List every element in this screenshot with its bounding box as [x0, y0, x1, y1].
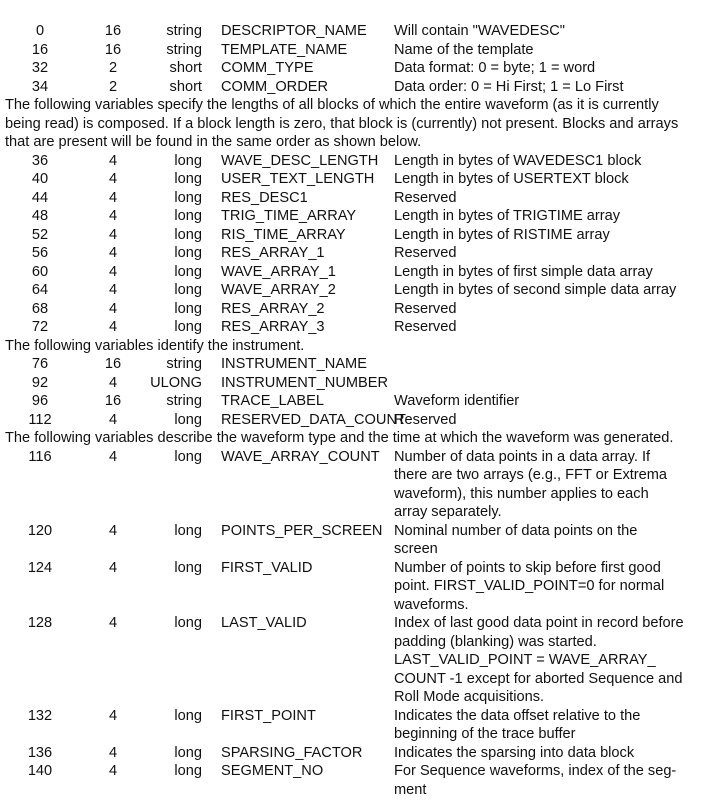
- variable-name-cell: LAST_VALID: [221, 615, 307, 631]
- type-cell: long: [174, 411, 202, 428]
- block-lengths-paragraph: The following variables specify the lengths of all blocks of which the entire waveform (as it is currently being read) is composed. If a block length is zero, that block is (currently) not present. Blocks and arrays that are present will be found in the same order as shown below.: [5, 97, 679, 150]
- offset-cell: 60: [31, 263, 49, 280]
- variable-name-cell: TRIG_TIME_ARRAY: [221, 208, 357, 224]
- table-row: [5, 318, 697, 337]
- length-cell: 4: [108, 208, 118, 224]
- description-cell: [394, 374, 684, 393]
- type-cell: long: [174, 300, 202, 317]
- description-cell: Indicates the sparsing into data block: [394, 744, 635, 761]
- waveform-fields-group: [5, 448, 697, 800]
- length-cell: 4: [108, 374, 118, 391]
- description-cell: Name of the template: [394, 41, 534, 58]
- length-cell: 4: [108, 522, 118, 539]
- offset-cell: 132: [27, 707, 53, 724]
- description-cell: Length in bytes of USERTEXT block: [394, 171, 629, 187]
- block-length-fields-group: [5, 152, 697, 337]
- instrument-fields-group: [5, 355, 697, 429]
- table-row: [5, 170, 697, 189]
- table-row: [5, 78, 697, 97]
- length-cell: 16: [104, 356, 122, 372]
- description-cell: Reserved: [394, 189, 457, 206]
- offset-cell: 48: [31, 208, 49, 224]
- description-cell: Number of data points in a data array. If there are two arrays (e.g., FFT or Extrema waveform), this number applies to each array separately.: [394, 448, 668, 520]
- variable-name-cell: FIRST_POINT: [221, 707, 316, 724]
- offset-cell: 76: [31, 356, 49, 372]
- description-cell: For Sequence waveforms, index of the seg-ment: [394, 763, 677, 798]
- length-cell: 16: [104, 41, 122, 58]
- type-cell: short: [169, 60, 202, 76]
- table-row: [5, 355, 697, 374]
- offset-cell: 128: [27, 615, 53, 631]
- table-row: [5, 59, 697, 78]
- variable-name-cell: WAVE_ARRAY_1: [221, 263, 336, 280]
- length-cell: 4: [108, 615, 118, 631]
- description-cell: Reserved: [394, 300, 457, 317]
- variable-name-cell: TRACE_LABEL: [221, 393, 325, 409]
- table-row: [5, 411, 697, 430]
- offset-cell: 96: [31, 393, 49, 409]
- offset-cell: 0: [35, 23, 45, 39]
- length-cell: 16: [104, 393, 122, 409]
- type-cell: ULONG: [150, 374, 202, 391]
- length-cell: 4: [108, 319, 118, 335]
- description-cell: Will contain "WAVEDESC": [394, 23, 565, 39]
- offset-cell: 120: [27, 522, 53, 539]
- length-cell: 4: [108, 411, 118, 428]
- variable-name-cell: INSTRUMENT_NAME: [221, 356, 367, 372]
- type-cell: long: [174, 226, 202, 243]
- offset-cell: 64: [31, 282, 49, 298]
- type-cell: long: [174, 615, 202, 631]
- table-row: [5, 22, 697, 41]
- length-cell: 4: [108, 226, 118, 243]
- variable-name-cell: SEGMENT_NO: [221, 763, 324, 779]
- waveform-type-paragraph: The following variables describe the waveform type and the time at which the waveform was generated.: [5, 430, 674, 446]
- variable-name-cell: FIRST_VALID: [221, 559, 313, 576]
- table-row: [5, 522, 697, 559]
- table-row: [5, 152, 697, 171]
- type-cell: long: [174, 245, 202, 261]
- type-cell: long: [174, 282, 202, 298]
- table-row: [5, 41, 697, 60]
- description-cell: Length in bytes of second simple data array: [394, 282, 677, 298]
- variable-name-cell: RES_ARRAY_1: [221, 245, 325, 261]
- description-cell: Length in bytes of first simple data array: [394, 263, 653, 280]
- type-cell: short: [169, 78, 202, 95]
- type-cell: string: [166, 393, 202, 409]
- variable-name-cell: DESCRIPTOR_NAME: [221, 23, 367, 39]
- table-row: [5, 392, 697, 411]
- description-cell: [394, 355, 684, 374]
- variable-name-cell: USER_TEXT_LENGTH: [221, 171, 375, 187]
- type-cell: long: [174, 522, 202, 539]
- description-cell: Index of last good data point in record before padding (blanking) was started. LAST_VALID_POINT = WAVE_ARRAY_ COUNT -1 except for aborted Sequence and Roll Mode acquisitions.: [394, 615, 684, 705]
- type-cell: long: [174, 707, 202, 724]
- table-row: [5, 374, 697, 393]
- table-row: [5, 300, 697, 319]
- type-cell: long: [174, 559, 202, 576]
- type-cell: long: [174, 263, 202, 280]
- description-cell: Number of points to skip before first good point. FIRST_VALID_POINT=0 for normal waveforms.: [394, 559, 665, 613]
- table-row: [5, 281, 697, 300]
- table-row: [5, 448, 697, 522]
- offset-cell: 16: [31, 41, 49, 58]
- length-cell: 16: [104, 23, 122, 39]
- offset-cell: 72: [31, 319, 49, 335]
- offset-cell: 116: [28, 448, 52, 465]
- description-cell: Waveform identifier: [394, 393, 520, 409]
- table-row: [5, 559, 697, 615]
- offset-cell: 32: [31, 60, 49, 76]
- variable-name-cell: WAVE_DESC_LENGTH: [221, 152, 379, 169]
- offset-cell: 40: [31, 171, 49, 187]
- description-cell: Reserved: [394, 411, 457, 428]
- offset-cell: 68: [31, 300, 49, 317]
- waveform-descriptor-table: [5, 22, 697, 799]
- variable-name-cell: TEMPLATE_NAME: [221, 41, 348, 58]
- length-cell: 4: [108, 744, 118, 761]
- type-cell: long: [174, 208, 202, 224]
- table-row: [5, 614, 697, 707]
- description-cell: Nominal number of data points on the screen: [394, 522, 638, 557]
- length-cell: 4: [108, 171, 118, 187]
- type-cell: string: [166, 41, 202, 58]
- header-fields-group: [5, 22, 697, 96]
- type-cell: long: [174, 763, 202, 779]
- length-cell: 4: [108, 300, 118, 317]
- description-cell: Data format: 0 = byte; 1 = word: [394, 60, 596, 76]
- variable-name-cell: INSTRUMENT_NUMBER: [221, 374, 389, 391]
- offset-cell: 36: [31, 152, 49, 169]
- description-cell: Data order: 0 = Hi First; 1 = Lo First: [394, 78, 624, 95]
- offset-cell: 136: [27, 744, 53, 761]
- variable-name-cell: WAVE_ARRAY_2: [221, 282, 336, 298]
- length-cell: 4: [108, 707, 118, 724]
- variable-name-cell: SPARSING_FACTOR: [221, 744, 363, 761]
- table-row: [5, 263, 697, 282]
- instrument-paragraph: The following variables identify the instrument.: [5, 337, 305, 354]
- type-cell: long: [174, 319, 202, 335]
- length-cell: 4: [108, 189, 118, 206]
- variable-name-cell: WAVE_ARRAY_COUNT: [221, 448, 380, 465]
- length-cell: 4: [108, 448, 118, 465]
- variable-name-cell: COMM_ORDER: [221, 78, 329, 95]
- table-row: [5, 226, 697, 245]
- table-row: [5, 189, 697, 208]
- length-cell: 4: [108, 263, 118, 280]
- offset-cell: 112: [28, 411, 52, 428]
- table-row: [5, 744, 697, 763]
- variable-name-cell: RES_ARRAY_2: [221, 300, 325, 317]
- description-cell: Length in bytes of WAVEDESC1 block: [394, 152, 642, 169]
- variable-name-cell: RES_ARRAY_3: [221, 319, 325, 335]
- description-cell: Length in bytes of TRIGTIME array: [394, 208, 621, 224]
- offset-cell: 44: [31, 189, 49, 206]
- variable-name-cell: POINTS_PER_SCREEN: [221, 522, 383, 539]
- length-cell: 4: [108, 559, 118, 576]
- type-cell: long: [174, 189, 202, 206]
- table-row: [5, 762, 697, 799]
- variable-name-cell: COMM_TYPE: [221, 60, 314, 76]
- length-cell: 4: [108, 245, 118, 261]
- length-cell: 4: [108, 152, 118, 169]
- type-cell: string: [166, 23, 202, 39]
- variable-name-cell: RES_DESC1: [221, 189, 308, 206]
- table-row: [5, 244, 697, 263]
- description-cell: Length in bytes of RISTIME array: [394, 226, 610, 243]
- description-cell: Indicates the data offset relative to the beginning of the trace buffer: [394, 707, 641, 742]
- length-cell: 2: [108, 60, 118, 76]
- offset-cell: 140: [27, 763, 53, 779]
- length-cell: 4: [108, 282, 118, 298]
- length-cell: 4: [108, 763, 118, 779]
- offset-cell: 34: [31, 78, 49, 95]
- offset-cell: 92: [31, 374, 49, 391]
- table-row: [5, 207, 697, 226]
- type-cell: long: [174, 744, 202, 761]
- variable-name-cell: RIS_TIME_ARRAY: [221, 226, 346, 243]
- offset-cell: 124: [27, 559, 53, 576]
- offset-cell: 56: [31, 245, 49, 261]
- description-cell: Reserved: [394, 245, 457, 261]
- offset-cell: 52: [31, 226, 49, 243]
- length-cell: 2: [108, 78, 118, 95]
- description-cell: Reserved: [394, 319, 457, 335]
- type-cell: long: [174, 448, 202, 465]
- table-row: [5, 707, 697, 744]
- type-cell: long: [174, 152, 202, 169]
- type-cell: string: [166, 356, 202, 372]
- variable-name-cell: RESERVED_DATA_COUNT: [221, 411, 406, 428]
- type-cell: long: [174, 171, 202, 187]
